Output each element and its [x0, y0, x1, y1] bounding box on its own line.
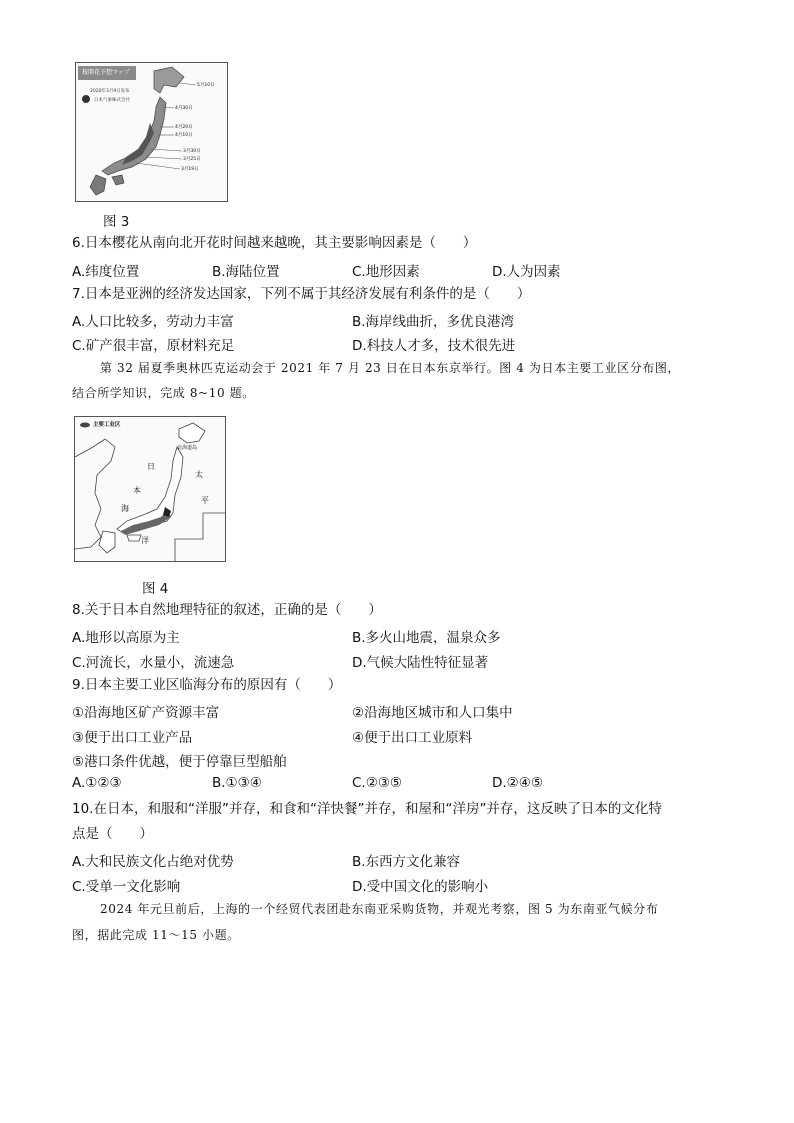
- q7-option-a: A.人口比较多，劳动力丰富: [72, 314, 234, 330]
- ocean-label: 平: [201, 496, 209, 505]
- intro-11-15-line1: 2024 年元旦前后，上海的一个经贸代表团赴东南亚采购货物，并观光考察，图 5 为东南亚气候分布: [100, 902, 659, 916]
- ocean-label: 太: [195, 470, 203, 479]
- q6-option-d: D.人为因素: [492, 264, 561, 280]
- q10-option-b: B.东西方文化兼容: [352, 854, 461, 870]
- figure-3-caption: 图 3: [103, 214, 130, 230]
- intro-11-15-line2: 图，据此完成 11～15 小题。: [72, 928, 240, 942]
- q6-option-b: B.海陆位置: [212, 264, 280, 280]
- hokkaido-label: 北海道岛: [177, 445, 198, 451]
- question-6-stem: 6.日本樱花从南向北开花时间越来越晚，其主要影响因素是（ ）: [72, 235, 477, 251]
- date-label: 5月10日: [197, 83, 215, 88]
- q10-option-d: D.受中国文化的影响小: [352, 879, 489, 895]
- question-9-stem: 9.日本主要工业区临海分布的原因有（ ）: [72, 677, 342, 693]
- q9-option-b: B.①③④: [212, 775, 262, 791]
- q8-option-a: A.地形以高原为主: [72, 630, 180, 646]
- q9-item-5: ⑤港口条件优越，便于停靠巨型船舶: [72, 754, 287, 770]
- date-label: 4月10日: [175, 133, 193, 138]
- figure-4-legend: 主要工业区: [93, 422, 121, 428]
- figure-4-caption: 图 4: [142, 581, 169, 597]
- q9-option-c: C.②③⑤: [352, 775, 403, 791]
- ocean-label: 洋: [141, 536, 149, 545]
- q8-option-c: C.河流长，水量小，流速急: [72, 655, 235, 671]
- q9-item-4: ④便于出口工业原料: [352, 730, 473, 746]
- question-8-stem: 8.关于日本自然地理特征的叙述，正确的是（ ）: [72, 602, 382, 618]
- intro-8-10-line2: 结合所学知识，完成 8~10 题。: [72, 386, 255, 400]
- q7-option-c: C.矿产很丰富，原材料充足: [72, 338, 235, 354]
- q10-option-c: C.受单一文化影响: [72, 879, 181, 895]
- date-label: 4月20日: [175, 125, 193, 130]
- q9-item-3: ③便于出口工业产品: [72, 730, 193, 746]
- intro-8-10-line1: 第 32 届夏季奥林匹克运动会于 2021 年 7 月 23 日在日本东京举行。图 4 为日本主要工业区分布图，: [100, 361, 681, 375]
- q8-option-d: D.气候大陆性特征显著: [352, 655, 489, 671]
- date-label: 3月25日: [183, 157, 201, 162]
- q9-item-2: ②沿海地区城市和人口集中: [352, 705, 513, 721]
- map-source: 日本气象株式会社: [94, 98, 130, 103]
- q7-option-b: B.海岸线曲折，多优良港湾: [352, 314, 515, 330]
- map-note: 2020年3月9日发布: [90, 89, 130, 94]
- q6-option-a: A.纬度位置: [72, 264, 140, 280]
- q9-option-d: D.②④⑤: [492, 775, 543, 791]
- question-10-stem-line1: 10.在日本，和服和“洋服”并存，和食和“洋快餐”并存，和屋和“洋房”并存，这反映了日本的文化特: [72, 801, 662, 817]
- question-7-stem: 7.日本是亚洲的经济发达国家，下列不属于其经济发展有利条件的是（ ）: [72, 286, 531, 302]
- sea-label: 日: [147, 462, 155, 471]
- date-label: 3月19日: [181, 167, 199, 172]
- map-title: 桜開花予想マップ: [82, 69, 130, 76]
- q9-item-1: ①沿海地区矿产资源丰富: [72, 705, 220, 721]
- q10-option-a: A.大和民族文化占绝对优势: [72, 854, 234, 870]
- date-label: 4月30日: [175, 106, 193, 111]
- q6-option-c: C.地形因素: [352, 264, 420, 280]
- figure-3-map: [75, 62, 228, 202]
- sea-label: 海: [121, 504, 129, 513]
- japan-industry-map: [75, 417, 225, 561]
- date-label: 3月30日: [183, 149, 201, 154]
- q9-option-a: A.①②③: [72, 775, 122, 791]
- q8-option-b: B.多火山地震，温泉众多: [352, 630, 501, 646]
- q7-option-d: D.科技人才多，技术很先进: [352, 338, 516, 354]
- figure-4-map: [74, 416, 226, 562]
- sea-label: 本: [133, 486, 141, 495]
- question-10-stem-line2: 点是（ ）: [72, 826, 153, 842]
